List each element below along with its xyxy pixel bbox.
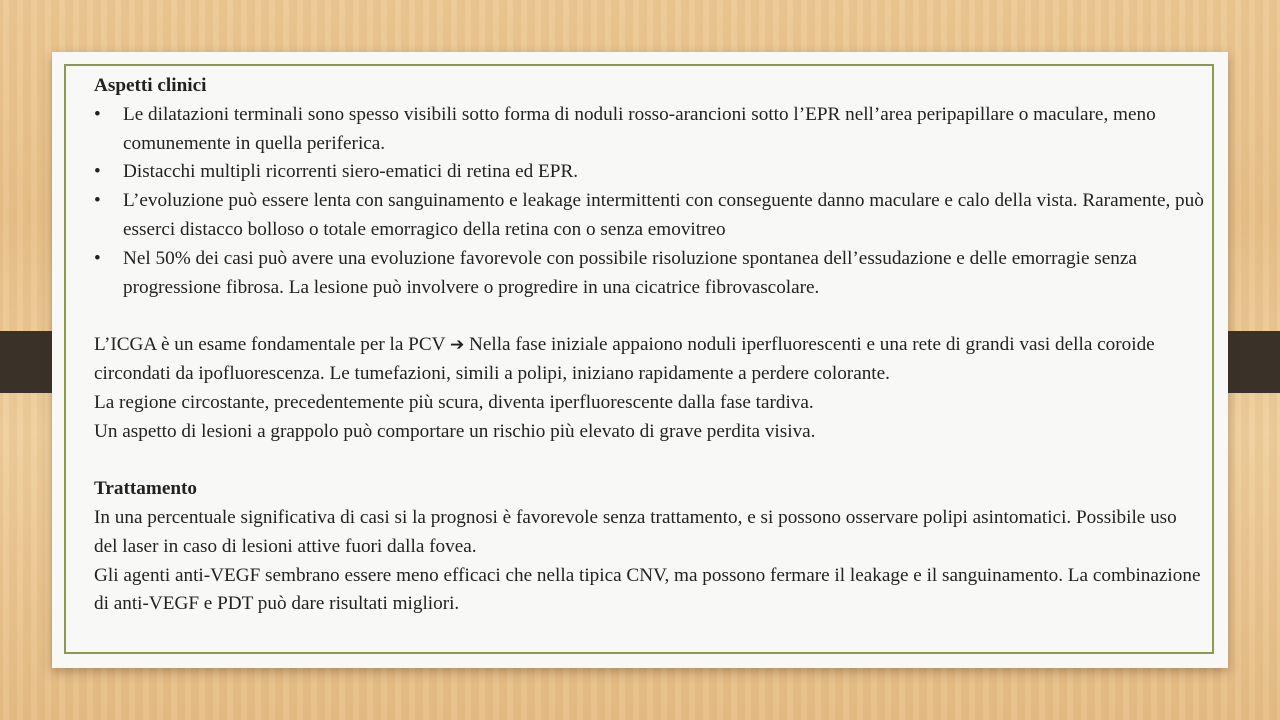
bullet-icon: • — [94, 190, 101, 212]
bullet-item — [94, 245, 1204, 303]
left-decor-band — [0, 331, 52, 393]
cluster-paragraph: Un aspetto di lesioni a grappolo può comportare un rischio più elevato di grave perdita visiva. — [94, 420, 816, 442]
bullet-text: Distacchi multipli ricorrenti siero-ematici di retina ed EPR. — [123, 161, 579, 183]
spacer — [94, 302, 1204, 331]
icga-text-after: Nella fase iniziale appaiono noduli iperfluorescenti e una rete di grandi vasi della coroide circondati da ipofluorescenza. Le tumefazioni, simili a polipi, iniziano rapidamente a perdere colorante. — [94, 334, 1155, 384]
spacer — [94, 446, 1204, 475]
bullet-icon: • — [94, 161, 101, 183]
bullet-item — [94, 158, 1204, 187]
bullet-icon: • — [94, 103, 101, 125]
bullet-item — [94, 101, 1204, 159]
treatment-paragraph-2: Gli agenti anti-VEGF sembrano essere meno efficaci che nella tipica CNV, ma possono fermare il leakage e il sanguinamento. La combinazione di anti-VEGF e PDT può dare risultati migliori. — [94, 564, 1201, 615]
bullet-text: Nel 50% dei casi può avere una evoluzione favorevole con possibile risoluzione spontanea dell’essudazione e delle emorragie senza progressione fibrosa. La lesione può involvere o progredire in una cicatrice fibrovascolare. — [123, 247, 1137, 298]
bullet-text: Le dilatazioni terminali sono spesso visibili sotto forma di noduli rosso-arancioni sotto l’EPR nell’area peripapillare o maculare, meno comunemente in quella periferica. — [123, 103, 1156, 154]
clinical-bullet-list — [94, 101, 1204, 303]
icga-text-before: L’ICGA è un esame fondamentale per la PCV — [94, 334, 450, 356]
bullet-icon: • — [94, 247, 101, 269]
icga-paragraph — [94, 331, 1204, 389]
bullet-text: L’evoluzione può essere lenta con sanguinamento e leakage intermittenti con conseguente danno maculare e calo della vista. Raramente, può esserci distacco bolloso o totale emorragico della retina con o senza emovitreo — [123, 190, 1204, 240]
section-heading-clinical: Aspetti clinici — [94, 75, 207, 96]
right-arrow-icon: ➔ — [449, 335, 465, 356]
treatment-paragraph-1: In una percentuale significativa di casi si la prognosi è favorevole senza trattamento, e si possono osservare polipi asintomatici. Possibile uso del laser in caso di lesioni attive fuori dalla fovea. — [94, 506, 1177, 557]
section-heading-treatment: Trattamento — [94, 478, 198, 500]
bullet-item — [94, 187, 1204, 245]
slide-content — [94, 72, 1204, 619]
region-paragraph: La regione circostante, precedentemente più scura, diventa iperfluorescente dalla fase tardiva. — [94, 391, 814, 413]
